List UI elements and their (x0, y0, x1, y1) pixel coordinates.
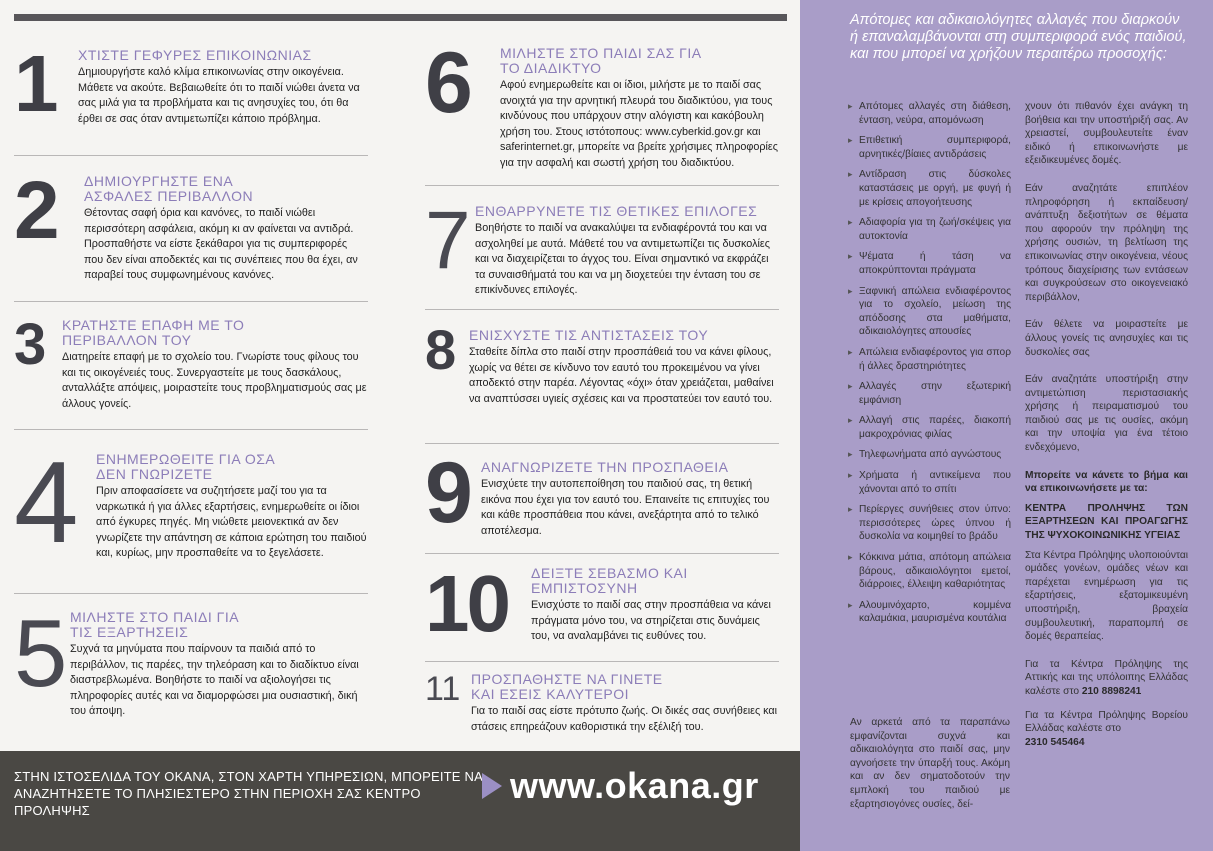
arrow-right-icon (482, 773, 502, 799)
tip-text: Πριν αποφασίσετε να συζητήσετε μαζί του για τα ναρκωτικά ή για άλλες εξαρτήσεις, ενημερωθείτε οι ίδιοι από έγκυρες πηγές. Μη νιώθετε μειονεκτικά αν δεν γνωρίζετε την απάντηση σε κάποια ερώτηση του παιδιού και, κυρίως, μην προσπαθείτε να το ξεγελάσετε. (96, 485, 367, 560)
footer-banner (0, 751, 812, 851)
tip-title: ΧΤΙΣΤΕ ΓΕΦΥΡΕΣ ΕΠΙΚΟΙΝΩΝΙΑΣ (78, 47, 312, 63)
list-item: ▸ Απότομες αλλαγές στη διάθεση, ένταση, νεύρα, απομόνωση (848, 100, 1011, 127)
sidebar-panel (800, 0, 1213, 851)
tip-title: ΜΙΛΗΣΤΕ ΣΤΟ ΠΑΙΔΙ ΓΙΑ ΤΙΣ ΕΞΑΡΤΗΣΕΙΣ (70, 609, 239, 640)
top-bar (14, 14, 787, 21)
tip-text: Ενισχύετε την αυτοπεποίθηση του παιδιού σας, τη θετική εικόνα που έχει για τον εαυτό του. Επαινείτε τις επιτυχίες του και κάθε προσπάθεια που κάνει, ανεξάρτητα από το τελικό αποτέλεσμα. (481, 478, 770, 537)
footer-text: ΣΤΗΝ ΙΣΤΟΣΕΛΙΔΑ ΤΟΥ ΟΚΑΝΑ, ΣΤΟΝ ΧΑΡΤΗ ΥΠΗΡΕΣΙΩΝ, ΜΠΟΡΕΙΤΕ ΝΑ ΑΝΑΖΗΤΗΣΕΤΕ ΤΟ ΠΛΗΣΙΕΣΤΕΡΟ ΣΤΗΝ ΠΕΡΙΟΧΗ ΣΑΣ ΚΕΝΤΡΟ ΠΡΟΛΗΨΗΣ (14, 769, 483, 818)
tip-item-8 (425, 310, 779, 444)
tip-text: Συχνά τα μηνύματα που παίρνουν τα παιδιά από το περιβάλλον, τις παρέες, την τηλεόραση και το διαδίκτυο είναι διαστρεβλωμένα. Βοηθήστε το παιδί να αξιολογήσει τις πληροφορίες αυτές και να διαμορφώσει μια ουσιαστική, δική του άποψη. (70, 643, 359, 718)
tip-number: 10 (425, 559, 508, 648)
sidebar-note: Αν αρκετά από τα παραπάνω εμφανίζονται συχνά και αδικαιολόγητα στο παιδί σας, μην αγνοήσετε την ύπαρξή τους. Ακόμη και αν δεν σηματοδοτούν την εμπλοκή του παιδιού με εξαρτησιογόνες ουσίες, δεί- (850, 717, 1010, 810)
tip-item-2 (14, 156, 368, 302)
paragraph: Εάν αναζητάτε υποστήριξη στην αντιμετώπιση περιστασιακής χρήσης ή πειραματισμού του παιδιού σας με τις ουσίες, ακόμη και την υποψία για ένα τέτοιο ενδεχόμενο, (1025, 374, 1188, 454)
tip-item-1 (14, 28, 368, 156)
tip-title: ΠΡΟΣΠΑΘΗΣΤΕ ΝΑ ΓΙΝΕΤΕ ΚΑΙ ΕΣΕΙΣ ΚΑΛΥΤΕΡΟΙ (471, 671, 663, 702)
tip-item-4 (14, 430, 368, 594)
tip-item-3 (14, 302, 368, 430)
phone-number[interactable]: 210 8898241 (1081, 685, 1142, 697)
list-item: ▸ Τηλεφωνήματα από αγνώστους (848, 448, 1011, 462)
centers-title: ΚΕΝΤΡΑ ΠΡΟΛΗΨΗΣ ΤΩΝ ΕΞΑΡΤΗΣΕΩΝ ΚΑΙ ΠΡΟΑΓΩΓΗΣ ΤΗΣ ΨΥΧΟΚΟΙΝΩΝΙΚΗΣ ΥΓΕΙΑΣ (1025, 502, 1188, 542)
list-item: ▸ Αλλαγή στις παρέες, διακοπή μακροχρόνιας φιλίας (848, 414, 1011, 441)
tip-title: ΑΝΑΓΝΩΡΙΖΕΤΕ ΤΗΝ ΠΡΟΣΠΑΘΕΙΑ (481, 459, 729, 475)
list-item: ▸ Αλλαγές στην εξωτερική εμφάνιση (848, 380, 1011, 407)
tip-number: 9 (425, 445, 473, 541)
tip-item-10 (425, 554, 779, 662)
paragraph: Στα Κέντρα Πρόληψης υλοποιούνται ομάδες γονέων, ομάδες νέων και παρέχεται ενημέρωση για τις εξαρτήσεις, εξατομικευμένη υποστήριξη, βραχεία συμβουλευτική, παραπομπή σε δομές θεραπείας. (1025, 549, 1188, 643)
tip-title: ΔΗΜΙΟΥΡΓΗΣΤΕ ΕΝΑ ΑΣΦΑΛΕΣ ΠΕΡΙΒΑΛΛΟΝ (84, 173, 254, 204)
list-item: ▸ Χρήματα ή αντικείμενα που χάνονται από το σπίτι (848, 469, 1011, 496)
paragraph: χνουν ότι πιθανόν έχει ανάγκη τη βοήθεια και την υποστήριξή σας. Αν χρειαστεί, συμβουλευτείτε έναν ειδικό ή επικοινωνήστε με εξειδικευμένες δομές. (1025, 101, 1188, 167)
tip-text: Σταθείτε δίπλα στο παιδί στην προσπάθειά του να κάνει φίλους, χωρίς να θέτει σε κίνδυνο τον εαυτό του προκειμένου να γίνει αποδεκτό στην παρέα. Λέγοντας «όχι» όταν χρειάζεται, μαθαίνει να αναπτύσσει υγιείς σχέσεις και να προστατεύει τον εαυτό του. (469, 346, 774, 405)
list-item: ▸ Περίεργες συνήθειες στον ύπνο: περισσότερες ώρες ύπνου ή δυσκολία να κοιμηθεί το βράδυ (848, 503, 1011, 544)
tip-number: 11 (425, 670, 461, 708)
phone-info-1 (1025, 658, 1188, 699)
tip-text: Θέτοντας σαφή όρια και κανόνες, το παιδί νιώθει περισσότερη ασφάλεια, ακόμη κι αν φαίνεται να αντιδρά. Προσπαθήστε να είστε ξεκάθαροι για τις συμπεριφορές που δεν είναι αποδεκτές και τις συνέπειες που θα έχει, αν παραβεί τους συμφωνημένους κανόνες. (84, 207, 358, 282)
tip-number: 4 (14, 437, 79, 567)
call-to-action: Μπορείτε να κάνετε το βήμα και να επικοινωνήσετε με τα: (1025, 469, 1188, 495)
tip-item-6 (425, 28, 779, 186)
tip-item-9 (425, 444, 779, 554)
tip-number: 8 (425, 318, 457, 381)
tip-number: 7 (425, 195, 471, 286)
list-item: ▸ Αλουμινόχαρτο, κομμένα καλαμάκια, μαυρισμένα κουτάλια (848, 599, 1011, 626)
phone-text: Για τα Κέντρα Πρόληψης Βορείου Ελλάδας καλέστε στο (1025, 709, 1188, 735)
tip-text: Για το παιδί σας είστε πρότυπο ζωής. Οι δικές σας συνήθειες και στάσεις επηρεάζουν καθοριστικά την εξέλιξή του. (471, 705, 778, 733)
tip-title: ΜΙΛΗΣΤΕ ΣΤΟ ΠΑΙΔΙ ΣΑΣ ΓΙΑ ΤΟ ΔΙΑΔΙΚΤΥΟ (500, 45, 701, 76)
tip-number: 3 (14, 312, 47, 377)
tips-column-left (14, 28, 368, 744)
tip-text: Ενισχύστε το παιδί σας στην προσπάθεια να κάνει πράγματα μόνο του, να στηρίζεται στις δυνάμεις του, να αναλαμβάνει τις ευθύνες του. (531, 599, 771, 643)
tip-text: Αφού ενημερωθείτε και οι ίδιοι, μιλήστε με το παιδί σας ανοιχτά για την αρνητική πλευρά του διαδικτύου, για τους κινδύνους που υπάρχουν στην αλόγιστη και κακόβουλη χρήση του. Στους ιστότοπους: www.cyberkid.gov.gr και saferinternet.gr, μπορείτε να βρείτε χρήσιμες πληροφορίες για την ασφαλή και σωστή χρήση του διαδικτύου. (500, 79, 778, 169)
tip-text: Δημιουργήστε καλό κλίμα επικοινωνίας στην οικογένεια. Μάθετε να ακούτε. Βεβαιωθείτε ότι το παιδί νιώθει άνετα να σας μιλά για τα προβλήματα και τις ανησυχίες του, ότι θα έρθει σε σας όταν αντιμετωπίζει κάποιο πρόβλημα. (78, 66, 360, 125)
tip-number: 5 (14, 600, 68, 707)
list-item: ▸ Ξαφνική απώλεια ενδιαφέροντος για το σχολείο, μείωση της απόδοσης στα μαθήματα, αδικαιολόγητες απουσίες (848, 285, 1011, 339)
tip-number: 6 (425, 35, 473, 131)
sidebar-heading: Απότομες και αδικαιολόγητες αλλαγές που διαρκούν ή επαναλαμβάνονται στη συμπεριφορά ενός παιδιού, και που μπορεί να χρήζουν περαιτέρω προσοχής: (850, 12, 1187, 62)
tips-column-right (425, 28, 779, 734)
tip-title: ΕΝΙΣΧΥΣΤΕ ΤΙΣ ΑΝΤΙΣΤΑΣΕΙΣ ΤΟΥ (469, 327, 709, 343)
tip-title: ΕΝΗΜΕΡΩΘΕΙΤΕ ΓΙΑ ΟΣΑ ΔΕΝ ΓΝΩΡΙΖΕΤΕ (96, 451, 275, 482)
paragraph: Εάν αναζητάτε επιπλέον πληροφόρηση ή εκπαίδευση/ ανάπτυξη δεξιοτήτων σε θέματα που αφορούν την πρόληψη της χρήσης ουσιών, τη βελτίωση της επικοινωνίας στην οικογένεια, νέους τρόπους διαχείρισης των εντάσεων και συγκρούσεων στο οικογενειακό περιβάλλον, (1025, 182, 1188, 303)
list-item: ▸ Αντίδραση στις δύσκολες καταστάσεις με οργή, με φυγή ή με κρίσεις απογοήτευσης (848, 168, 1011, 209)
tip-item-11 (425, 662, 779, 734)
tip-title: ΔΕΙΞΤΕ ΣΕΒΑΣΜΟ ΚΑΙ ΕΜΠΙΣΤΟΣΥΝΗ (531, 565, 688, 596)
sidebar-column-2 (1025, 100, 1188, 749)
tip-title: ΕΝΘΑΡΡΥΝΕΤΕ ΤΙΣ ΘΕΤΙΚΕΣ ΕΠΙΛΟΓΕΣ (475, 203, 758, 219)
phone-number[interactable]: 2310 545464 (1025, 736, 1085, 748)
website-link[interactable]: www.okana.gr (510, 765, 759, 806)
phone-info-2 (1025, 709, 1188, 750)
list-item: ▸ Ψέματα ή τάση να αποκρύπτονται πράγματα (848, 250, 1011, 277)
phone-text: Για τα Κέντρα Πρόληψης της Αττικής και της υπόλοιπης Ελλάδας καλέστε στο (1025, 658, 1188, 697)
tip-item-7 (425, 186, 779, 310)
paragraph: Εάν θέλετε να μοιραστείτε με άλλους γονείς τις ανησυχίες και τις δυσκολίες σας (1025, 319, 1188, 358)
tip-title: ΚΡΑΤΗΣΤΕ ΕΠΑΦΗ ΜΕ ΤΟ ΠΕΡΙΒΑΛΛΟΝ ΤΟΥ (62, 317, 245, 348)
warning-signs-list (848, 100, 1011, 633)
list-item: ▸ Κόκκινα μάτια, απότομη απώλεια βάρους, αδικαιολόγητοι εμετοί, διάρροιες, έλλειψη καθαριότητας (848, 551, 1011, 592)
list-item: ▸ Επιθετική συμπεριφορά, αρνητικές/βίαιες αντιδράσεις (848, 134, 1011, 161)
list-item: ▸ Απώλεια ενδιαφέροντος για σπορ ή άλλες δραστηριότητες (848, 346, 1011, 373)
tip-item-5 (14, 594, 368, 744)
tip-text: Βοηθήστε το παιδί να ανακαλύψει τα ενδιαφέροντά του και να ασχοληθεί με αυτά. Μάθετέ του να αντιμετωπίζει τις δυσκολίες και να διαχειρίζεται το άγχος του. Είναι σημαντικό να εκφράζει τα συναισθήματά του και να μη διοχετεύει την ένταση του σε επικίνδυνες επιλογές. (475, 222, 770, 297)
tip-text: Διατηρείτε επαφή με το σχολείο του. Γνωρίστε τους φίλους του και τις οικογένειές τους. Συνεργαστείτε με τους δασκάλους, ανταλλάξτε απόψεις, μοιραστείτε τους προβληματισμούς σας με άλλους γονείς. (62, 351, 367, 410)
tip-number: 1 (14, 39, 59, 128)
tip-number: 2 (14, 165, 60, 256)
list-item: ▸ Αδιαφορία για τη ζωή/σκέψεις για αυτοκτονία (848, 216, 1011, 243)
